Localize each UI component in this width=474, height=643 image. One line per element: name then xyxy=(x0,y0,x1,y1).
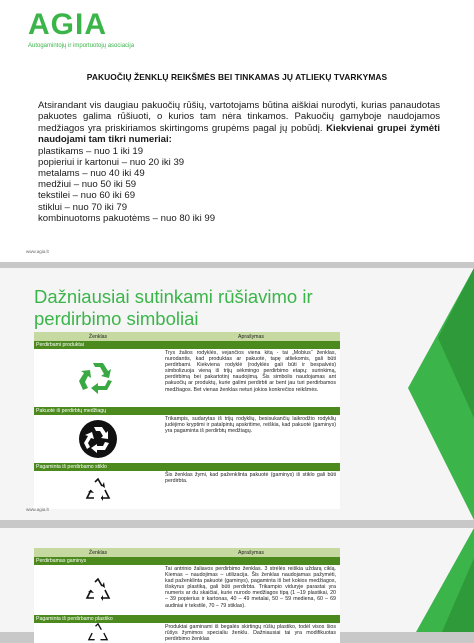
table-row xyxy=(34,623,340,643)
slide-3 xyxy=(0,528,474,643)
list-item: plastikams – nuo 1 iki 19 xyxy=(38,145,144,157)
section-bar: Perdirbami produktai xyxy=(34,341,340,349)
agia-logo xyxy=(28,8,178,50)
intro-paragraph xyxy=(38,100,440,146)
description: Šis ženklas žymi, kad paženklinta pakuotė (gaminys) iš stiklo gali būti perdirbta. xyxy=(165,472,336,485)
section-bar: Perdirbamas gaminys xyxy=(34,557,340,565)
list-item: tekstilei – nuo 60 iki 69 xyxy=(38,190,136,202)
table-row xyxy=(34,565,340,615)
logo-subtitle: Autogamintojų ir importuotojų asociacija xyxy=(28,43,135,49)
header-description: Aprašymas xyxy=(238,333,264,340)
list-item: kombinuotoms pakuotėms – nuo 80 iki 99 xyxy=(38,212,216,224)
material-list xyxy=(38,146,440,224)
section-bar: Pagaminta iš perdirbamo stiklo xyxy=(34,463,340,471)
table-header xyxy=(34,548,340,557)
description: Produktai gaminami iš begalės skirtingų rūšių plastiko, todėl visos šios rūšys žymimos specialiu ženklu. Dažniausiai tai yra modifikuotas perdirbimo ženklas xyxy=(165,624,336,643)
recycle-triangle-icon xyxy=(34,471,162,509)
list-item: stiklui – nuo 70 iki 79 xyxy=(38,201,128,213)
slide-2 xyxy=(0,268,474,520)
slide-1-url: www.agia.lt xyxy=(26,249,49,254)
recycle-green-icon xyxy=(34,349,162,407)
logo-word: AGIA xyxy=(28,8,107,41)
description: Trys žalios rodyklės, vejančios viena kitą - tai „Mobius“ ženklas, nurodantis, kad produktas ar pakuotė, tapę atliekomis, gali būti perdirbami. Kiekviena rodyklė (rodyklės gali būti ir bespalvės) simbolizuoja vieną iš trijų sėkmingo perdirbimo etapų: surinkimą, perdirbimą bei pakartotinį naudojimą. Šis simbolis naudojamas ant pakuočių ar produktų, kurie galimi perdirbti ar bent jau turi perdirbamos medžiagos. Bet vienas ženklas neturi jokios konkrečios reikšmės. xyxy=(165,350,336,393)
header-sign: Ženklas xyxy=(88,549,108,556)
slide-2-title: Dažniausiai sutinkami rūšiavimo ir perdirbimo simboliai xyxy=(34,286,313,329)
corner-decoration xyxy=(374,528,474,632)
list-item: metalams – nuo 40 iki 49 xyxy=(38,168,145,180)
recycle-circle-icon xyxy=(34,415,162,463)
header-description: Aprašymas xyxy=(238,549,264,556)
table-header xyxy=(34,332,340,341)
slide-1 xyxy=(0,0,474,262)
corner-decoration xyxy=(354,268,474,520)
slide-2-url: www.agia.lt xyxy=(26,507,49,512)
symbols-table xyxy=(34,332,340,509)
description: Tai antrinio žaliavos perdirbimo ženklas. 3 strėlės reiškia uždarą ciklą. Kiemas – naudojimas – utilizacija. Šis ženklas naudojamas pažymėti, kad paženklinta pakuotė (gaminys), pagaminta iš bet kokios medžiagos, išskyrus plastiką, gali būti perdirbta. Trikampio viduryje parastai yra numeris ar du skaičiai, kurie nurodo medžiagos tipą (1 –19 plastikai, 20 – 39 popierius ir kartonas, 40 – 49 metalai, 50 – 59 mediena, 60 – 69 audiniai ir tekstilė, 70 – 79 stiklas). xyxy=(165,566,336,609)
table-row xyxy=(34,471,340,509)
list-item: popieriui ir kartonui – nuo 20 iki 39 xyxy=(38,156,185,168)
recycle-triangle-icon xyxy=(34,623,162,643)
section-bar: Pakuotė iš perdirbtų medžiagų xyxy=(34,407,340,415)
description: Trikampis, sudarytas iš trijų rodyklių, besisukančių laikrodžio rodyklių judėjimo kryptimi ir patalpintų apskritime, reiškia, kad pakuotė (gaminys) yra pagaminta iš perdirbtų medžiagų. xyxy=(165,416,336,435)
list-item: medžiui – nuo 50 iki 59 xyxy=(38,179,137,191)
intro-text: Atsirandant vis daugiau pakuočių rūšių, vartotojams būtina aiškiai nurodyti, kurias panaudotas pakuotes galima rūšiuoti, o kurios tam nėra tinkamos. Pakuočių gamyboje naudojamos medžiagos yra priskiriamos skirtingoms grupėms pagal jų pobūdį. xyxy=(38,100,440,134)
table-row xyxy=(34,415,340,463)
intro-bold-text: Kiekvienai grupei žymėti naudojami tam tikri numeriai: xyxy=(38,122,441,146)
slide-1-title: PAKUOČIŲ ŽENKLŲ REIKŠMĖS BEI TINKAMAS JŲ ATLIEKŲ TVARKYMAS xyxy=(86,72,388,82)
section-bar: Pagaminta iš perdirbamo plastiko xyxy=(34,615,340,623)
header-sign: Ženklas xyxy=(88,333,108,340)
table-row xyxy=(34,349,340,407)
slide-1-body xyxy=(38,100,440,224)
recycle-triangle-icon xyxy=(34,565,162,615)
symbols-table xyxy=(34,548,340,643)
